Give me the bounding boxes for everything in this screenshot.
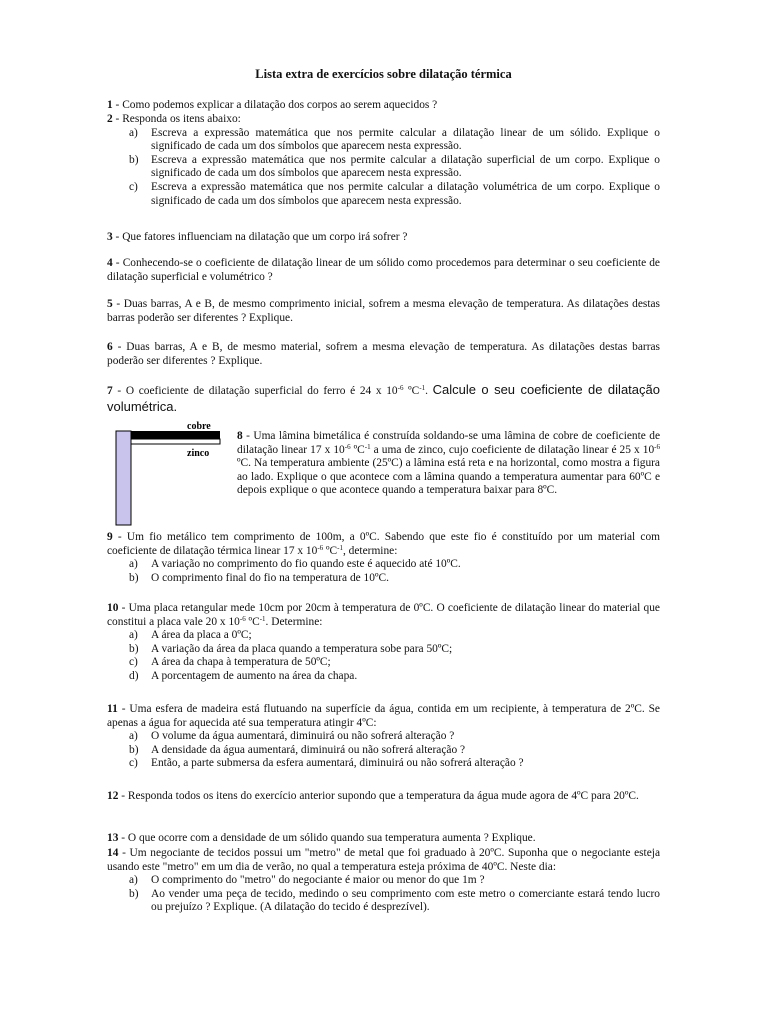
question-text: - Responda os itens abaixo: [112, 113, 241, 125]
question-number: 1 [107, 99, 113, 111]
question-number: 13 [107, 832, 119, 844]
item-text: Escreva a expressão matemática que nos permite calcular a dilatação volumétrica de um corpo. Explique o significado de cada um dos símbolos que aparecem nesta expressão. [151, 180, 660, 207]
item-letter: c) [129, 757, 138, 770]
question-11 [107, 703, 660, 771]
question-7: 7 - O coeficiente de dilatação superficial do ferro é 24 x $10^{-6}$ ºC$^{-1}$. Calcule o seu coeficiente de dilatação volumétrica. [107, 382, 660, 414]
question-12 [107, 790, 660, 804]
item-letter: c) [129, 656, 138, 669]
item-letter: a) [129, 126, 138, 139]
question-2 [107, 113, 660, 208]
question-number: 7 [107, 385, 113, 397]
item-text: A variação da área da placa quando a temperatura sobe para 50ºC; [151, 642, 453, 655]
question-number: 2 [107, 113, 113, 125]
question-13 [107, 832, 660, 846]
question-number: 8 [237, 430, 243, 442]
item-letter: c) [129, 180, 138, 193]
list-item [107, 643, 660, 657]
question-text: - Uma lâmina bimetálica é construída soldando-se uma lâmina de cobre de coeficiente de dilatação linear 17 x 10 [237, 430, 660, 456]
item-text: A variação no comprimento do fio quando este é aquecido até 10ºC. [151, 558, 461, 571]
question-14 [107, 847, 660, 915]
list-item [107, 874, 660, 888]
item-letter: b) [129, 153, 139, 166]
item-text: A área da chapa à temperatura de 50ºC; [151, 656, 331, 669]
list-item [107, 558, 660, 572]
question-number: 9 [107, 531, 113, 543]
question-text-large: Calcule o seu coeficiente de dilatação volumétrica. [107, 382, 660, 414]
item-letter: a) [129, 730, 138, 743]
question-number: 12 [107, 790, 119, 802]
question-text: - Um fio metálico tem comprimento de 100m, a 0ºC. Sabendo que este fio é constituído por um material com coeficiente de dilatação térmica linear 17 x 10 [107, 531, 660, 557]
list-item [107, 888, 660, 915]
question-3 [107, 231, 660, 245]
question-number: 10 [107, 602, 119, 614]
question-1 [107, 99, 660, 113]
question-8: 8 - Uma lâmina bimetálica é construída soldando-se uma lâmina de cobre de coeficiente de dilatação linear 17 x $10^{-6}$ ºC$^{-1}$ a uma de zinco, cujo coeficiente de dilatação linear é 25 x $10^{-6}$ ºC. Na temperatura ambiente (25ºC) a lâmina está reta e na horizontal, como mostra a figura ao lado. Explique o que acontece com a lâmina quando a temperatura aumentar para 60ºC e depois explique o que acontece quando a temperatura baixar para 8ºC. [237, 430, 660, 497]
item-letter: b) [129, 571, 139, 584]
question-number: 4 [107, 257, 113, 269]
question-9: 9 - Um fio metálico tem comprimento de 100m, a 0ºC. Sabendo que este fio é constituído por um material com coeficiente de dilatação térmica linear 17 x $10^{-6}$ ºC$^{-1}$, determine: a) A variação no comprimento do fio quando este é aquecido até 10ºC. b) O comprimento final do fio na temperatura de 10ºC. [107, 531, 660, 584]
question-text: - Como podemos explicar a dilatação dos corpos ao serem aquecidos ? [112, 99, 438, 111]
list-item [107, 656, 660, 670]
question-5 [107, 298, 660, 325]
copper-label: cobre [187, 421, 211, 432]
question-text: - Uma esfera de madeira está flutuando na superfície da água, contida em um recipiente, à temperatura de 2ºC. Se apenas a água for aquecida até sua temperatura atingir 4ºC: [107, 703, 660, 729]
item-text: Ao vender uma peça de tecido, medindo o seu comprimento com este metro o comerciante estará tendo lucro ou prejuízo ? Explique. (A dilatação do tecido é desprezível). [151, 887, 660, 914]
list-item [107, 757, 660, 771]
question-10: 10 - Uma placa retangular mede 10cm por 20cm à temperatura de 0ºC. O coeficiente de dilatação linear do material que constitui a placa vale 20 x $10^{-6}$ ºC$^{-1}$. Determine: a) A área da placa a 0ºC; b) A variação da área da placa quando a temperatura sobe para 50ºC; c) A área da chapa à temperatura de 50ºC; d) A porcentagem de aumento na área da chapa. [107, 602, 660, 682]
item-letter: b) [129, 642, 139, 655]
item-text: Escreva a expressão matemática que nos permite calcular a dilatação superficial de um corpo. Explique o significado de cada um dos símbolos que aparecem nesta expressão. [151, 153, 660, 180]
list-item [107, 730, 660, 744]
question-4 [107, 257, 660, 284]
question-number: 3 [107, 231, 113, 243]
page-title: Lista extra de exercícios sobre dilatação térmica [255, 67, 512, 81]
zinc-label: zinco [187, 448, 210, 459]
question-text: - Responda todos os itens do exercício anterior supondo que a temperatura da água mude agora de 4ºC para 20ºC. [118, 790, 639, 802]
question-text: - Que fatores influenciam na dilatação que um corpo irá sofrer ? [112, 231, 408, 243]
item-text: A porcentagem de aumento na área da chapa. [151, 669, 358, 682]
item-letter: d) [129, 669, 139, 682]
item-letter: a) [129, 558, 138, 571]
question-text: - O coeficiente de dilatação superficial do ferro é 24 x 10 [112, 385, 398, 397]
question-number: 14 [107, 847, 119, 859]
item-text: O comprimento do "metro" do negociante é maior ou menor do que 1m ? [151, 874, 485, 887]
bimetallic-strip-drawing [115, 420, 221, 526]
list-item [107, 127, 660, 154]
item-text: O volume da água aumentará, diminuirá ou não sofrerá alteração ? [151, 730, 455, 743]
question-text: - Conhecendo-se o coeficiente de dilatação linear de um sólido como procedemos para determinar o seu coeficiente de dilatação superficial e volumétrico ? [107, 257, 660, 283]
list-item [107, 154, 660, 181]
question-text: - Duas barras, A e B, de mesmo material, sofrem a mesma elevação de temperatura. As dilatações destas barras poderão ser diferentes ? Explique. [107, 341, 660, 367]
support-plate [116, 431, 131, 525]
item-text: Escreva a expressão matemática que nos permite calcular a dilatação linear de um sólido. Explique o significado de cada um dos símbolos que aparecem nesta expressão. [151, 126, 660, 153]
list-item [107, 670, 660, 684]
item-text: A área da placa a 0ºC; [151, 629, 252, 642]
list-item [107, 629, 660, 643]
question-text: - O que ocorre com a densidade de um sólido quando sua temperatura aumenta ? Explique. [118, 832, 536, 844]
question-6 [107, 341, 660, 368]
question-number: 6 [107, 341, 113, 353]
copper-strip [131, 431, 220, 439]
question-number: 11 [107, 703, 118, 715]
item-text: Então, a parte submersa da esfera aumentará, diminuirá ou não sofrerá alteração ? [151, 757, 524, 770]
zinc-strip [131, 439, 220, 444]
question-text: - Um negociante de tecidos possui um "metro" de metal que foi graduado à 20ºC. Suponha que o negociante esteja usando este "metro" em um dia de verão, no qual a temperatura esteja próxima de 40ºC. Neste dia: [107, 847, 660, 873]
item-text: A densidade da água aumentará, diminuirá ou não sofrerá alteração ? [151, 743, 466, 756]
item-letter: a) [129, 629, 138, 642]
question-number: 5 [107, 298, 113, 310]
item-text: O comprimento final do fio na temperatura de 10ºC. [151, 571, 389, 584]
item-letter: b) [129, 743, 139, 756]
list-item [107, 744, 660, 758]
item-letter: a) [129, 874, 138, 887]
list-item [107, 572, 660, 586]
question-text: - Uma placa retangular mede 10cm por 20cm à temperatura de 0ºC. O coeficiente de dilatação linear do material que constitui a placa vale 20 x 10 [107, 602, 660, 628]
list-item [107, 181, 660, 208]
question-text: - Duas barras, A e B, de mesmo comprimento inicial, sofrem a mesma elevação de temperatura. As dilatações destas barras poderão ser diferentes ? Explique. [107, 298, 660, 324]
item-letter: b) [129, 887, 139, 900]
bimetallic-strip-figure [115, 420, 221, 526]
